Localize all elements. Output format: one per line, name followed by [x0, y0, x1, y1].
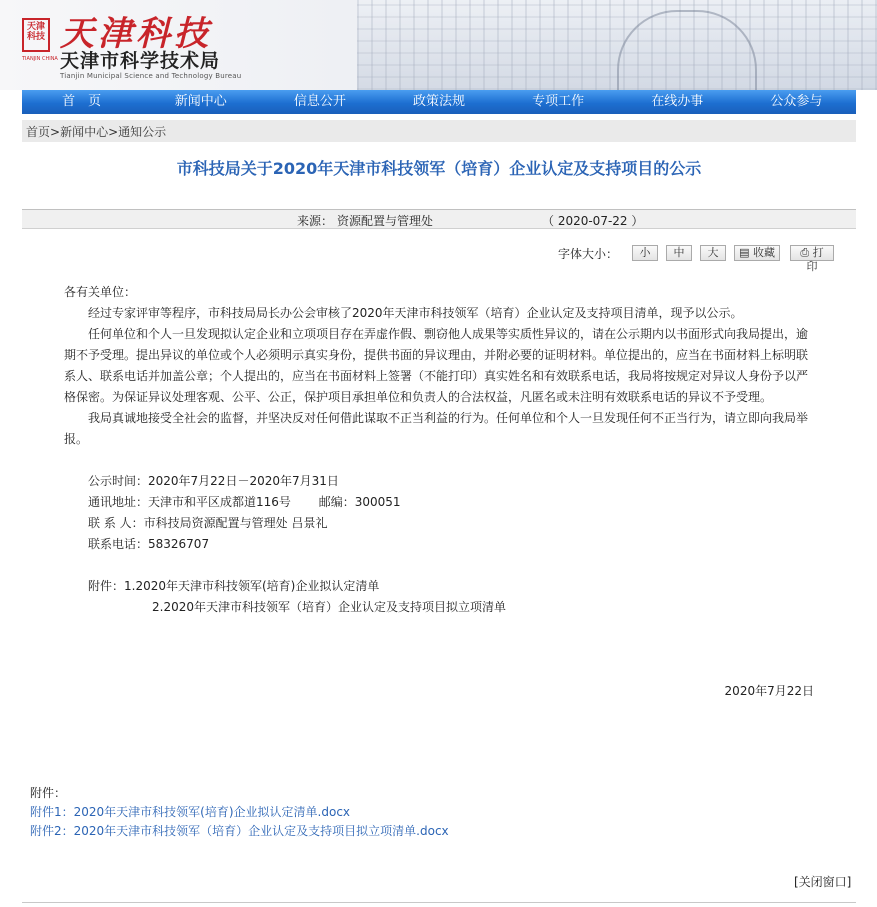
salutation: 各有关单位：	[64, 285, 137, 299]
printer-icon: ⎙	[800, 246, 810, 259]
attachment-item	[30, 803, 449, 822]
contact-phone: 联系电话：58326707	[88, 537, 210, 551]
font-small-button[interactable]: 小	[632, 245, 658, 261]
breadcrumb-separator: >	[108, 125, 119, 139]
signature-date: 2020年7月22日	[724, 684, 814, 698]
attachment-list-label: 附件：	[30, 786, 67, 800]
favorite-label: 收藏	[752, 246, 775, 259]
paragraph-1: 经过专家评审等程序，市科技局局长办公会审核了2020年天津市科技领军（培育）企业认定及支持项目清单，现予以公示。	[88, 306, 743, 320]
article-meta-bar	[22, 210, 856, 229]
font-size-label: 字体大小：	[558, 246, 619, 261]
favorite-icon: ▤	[739, 246, 750, 259]
paragraph-2: 任何单位和个人一旦发现拟认定企业和立项项目存在弄虚作假、剽窃他人成果等实质性异议的，请在公示期内以书面形式向我局提出，逾期不予受理。提出异议的单位或个人必须明示真实身份，提供书面的异议理由，并附必要的证明材料。单位提出的，应当在书面材料上标明联系人、联系电话并加盖公章；个人提出的，应当在书面材料上签署（不能打印）真实姓名和有效联系电话，我局将按规定对异议人身份予以严格保密。为保证异议处理客观、公平、公正，保护项目承担单位和负责人的合法权益，凡匿名或未注明有效联系电话的异议不予受理。	[64, 327, 809, 404]
attachment-line-1: 附件：1.2020年天津市科技领军(培育)企业拟认定清单	[88, 579, 380, 593]
attachment-item	[30, 822, 449, 841]
attachment-link-1-prefix[interactable]: 附件1：	[30, 805, 74, 819]
bottom-divider	[22, 902, 856, 903]
font-large-button[interactable]: 大	[700, 245, 726, 261]
nav-item-info-disclosure[interactable]: 信息公开	[293, 94, 346, 109]
font-medium-button[interactable]: 中	[666, 245, 692, 261]
attachment-link-2[interactable]: 2020年天津市科技领军（培育）企业认定及支持项目拟立项清单.docx	[73, 824, 449, 838]
logo-seal: 天津 科技	[22, 18, 50, 52]
logo-seal-caption: TIANJIN CHINA	[22, 56, 58, 62]
contact-person: 联 系 人：市科技局资源配置与管理处 吕景礼	[88, 516, 328, 530]
nav-item-special-work[interactable]: 专项工作	[532, 94, 585, 109]
attachment-link-2-prefix[interactable]: 附件2：	[30, 824, 74, 838]
agency-name: 天津市科学技术局	[60, 50, 221, 72]
agency-english-name: Tianjin Municipal Science and Technology Bureau	[60, 72, 242, 80]
attachment-link-1[interactable]: 2020年天津市科技领军(培育)企业拟认定清单.docx	[73, 805, 351, 819]
nav-item-news[interactable]: 新闻中心	[174, 94, 227, 109]
print-button[interactable]	[790, 245, 834, 273]
article-body	[64, 282, 814, 702]
breadcrumb-notices[interactable]: 通知公示	[118, 125, 167, 139]
nav-item-home[interactable]: 首 页	[62, 94, 102, 109]
breadcrumb-home[interactable]: 首页	[26, 125, 51, 139]
nav-item-online-services[interactable]: 在线办事	[651, 94, 704, 109]
article-title: 市科技局关于2020年天津市科技领军（培育）企业认定及支持项目的公示	[176, 159, 702, 178]
source-label: 来源：	[297, 214, 334, 228]
main-nav	[22, 90, 856, 114]
attachment-list	[30, 784, 449, 841]
font-tools	[558, 244, 834, 273]
favorite-button[interactable]	[734, 245, 780, 261]
notice-period: 公示时间：2020年7月22日－2020年7月31日	[88, 474, 339, 488]
print-label: 打印	[806, 246, 824, 273]
source-value: 资源配置与管理处	[337, 214, 434, 228]
attachment-line-2: 2.2020年天津市科技领军（培育）企业认定及支持项目拟立项清单	[152, 600, 506, 614]
mailing-address: 通讯地址：天津市和平区成都道116号 邮编：300051	[88, 495, 401, 509]
paragraph-3: 我局真诚地接受全社会的监督，并坚决反对任何借此谋取不正当利益的行为。任何单位和个人一旦发现任何不正当行为，请立即向我局举报。	[64, 411, 809, 446]
publish-date: （ 2020-07-22 ）	[542, 214, 644, 228]
site-header	[0, 0, 877, 90]
breadcrumb-news[interactable]: 新闻中心	[60, 125, 109, 139]
logo-title[interactable]: 天津科技	[60, 14, 212, 54]
nav-item-policies[interactable]: 政策法规	[412, 94, 465, 109]
breadcrumb	[26, 123, 166, 140]
nav-item-public-participation[interactable]: 公众参与	[770, 94, 823, 109]
breadcrumb-separator: >	[50, 125, 61, 139]
breadcrumb-bar	[22, 120, 856, 142]
close-window-button[interactable]: [关闭窗口]	[794, 875, 852, 889]
